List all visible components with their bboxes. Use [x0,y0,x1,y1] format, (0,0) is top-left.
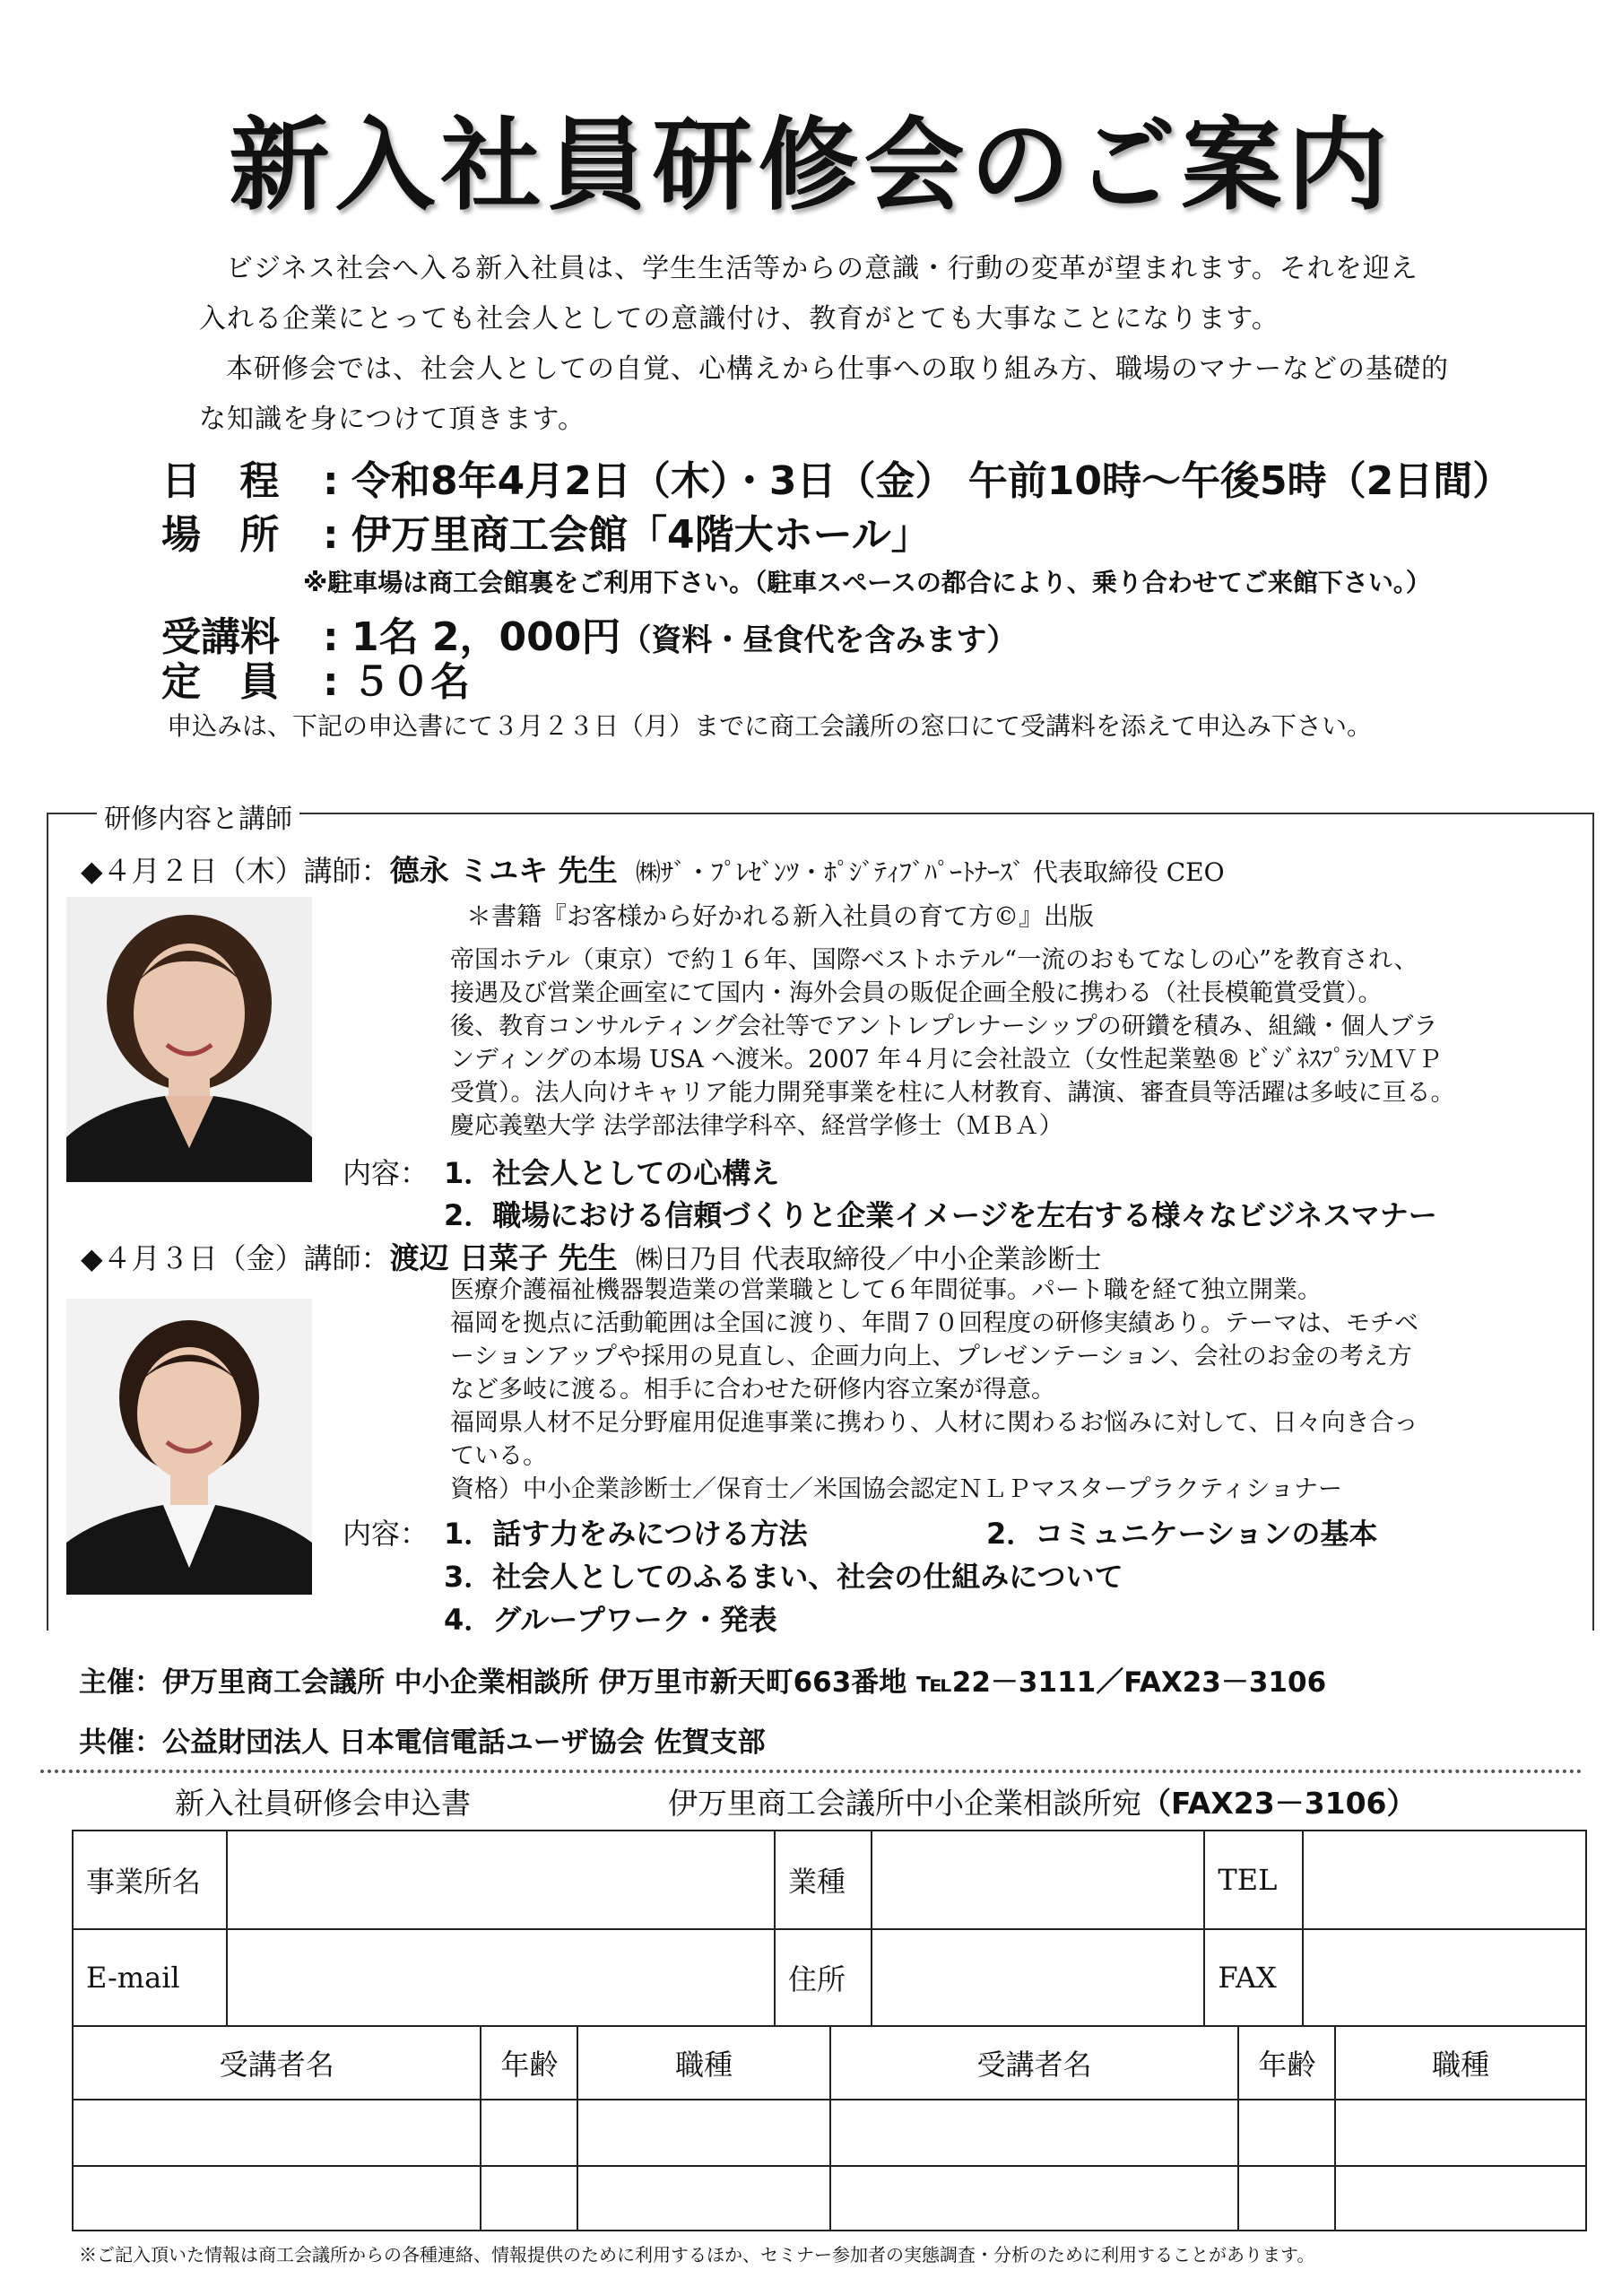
session-2-header [81,1235,1102,1277]
form-recipient-name: 伊万里商工会議所中小企業相談所宛 [668,1786,1141,1821]
session-2-org: ㈱日乃目 代表取締役／中小企業診断士 [635,1244,1102,1275]
session-2-date: ◆４月３日（金）講師： [81,1241,390,1275]
organizer-line: 主催：伊万里商工会議所 中小企業相談所 伊万里市新天町663番地 ℡22－3111／FAX23－3106 [79,1666,1327,1699]
form-recipient-fax: （FAX23－3106） [1141,1786,1417,1821]
participant-name-field[interactable] [73,2100,481,2166]
industry-label: 業種 [775,1831,872,1929]
form-title: 新入社員研修会申込書 [175,1786,471,1821]
session-2-content-label: 内容： [343,1517,429,1551]
intro-line-2: 入れる企業にとっても社会人としての意識付け、教育がとても大事なことになります。 [199,303,1279,335]
fee-note: （資料・昼食代を含みます） [620,622,1018,658]
email-label: E-mail [73,1929,227,2026]
address-label: 住所 [775,1929,872,2026]
session-1-lecturer: 德永 ミユキ 先生 [389,853,618,888]
participant-age-field[interactable] [481,2166,577,2231]
participant-name-header-left: 受講者名 [73,2026,481,2100]
venue-colon: : [323,512,339,558]
session-2-bio-2: 福岡を拠点に活動範囲は全国に渡り、年間７０回程度の研修実績あり。テーマは、モチベ [450,1309,1418,1337]
schedule-value: 令和8年4月2日（木）・3日（金） 午前10時～午後5時（2日間） [351,458,1513,504]
capacity-value: ５０名 [351,659,470,705]
session-1-bio-4: ンディングの本場 USA へ渡米。2007 年４月に会社設立（女性起業塾® ﾋﾞｼﾞﾈｽﾌﾟﾗﾝＭＶＰ [450,1046,1443,1074]
session-1-bio-2: 接遇及び営業企画室にて国内・海外会員の販促企画全般に携わる（社長模範賞受賞）。 [450,979,1383,1007]
lecturer-1-photo [66,897,312,1182]
session-2-bio-4: など多岐に渡る。相手に合わせた研修内容立案が得意。 [450,1376,1055,1404]
age-header-right: 年齢 [1238,2026,1335,2100]
venue-value: 伊万里商工会館「4階大ホール」 [351,512,931,558]
session-2-lecturer: 渡辺 日菜子 先生 [389,1240,618,1275]
session-1-bio-5: 受賞）。法人向けキャリア能力開発事業を柱に人材教育、講演、審査員等活躍は多岐に亘る。 [450,1079,1455,1107]
job-header-left: 職種 [577,2026,830,2100]
session-1-bio-3: 後、教育コンサルティング会社等でアントレプレナーシップの研鑽を積み、組織・個人ブラ [450,1013,1438,1040]
age-header-left: 年齢 [481,2026,577,2100]
capacity-row [161,649,470,707]
session-1-date: ◆４月２日（木）講師： [81,854,390,888]
apply-note: 申込みは、下記の申込書にて３月２３日（月）までに商工会議所の窓口にて受講料を添えて申込み下さい。 [167,711,1373,741]
participant-age-field[interactable] [1238,2166,1335,2231]
session-1-content-2: 2．職場における信頼づくりと企業イメージを左右する様々なビジネスマナー [444,1198,1437,1232]
session-2-bio-5: 福岡県人材不足分野雇用促進事業に携わり、人材に関わるお悩みに対して、日々向き合っ [450,1409,1418,1437]
participant-name-field[interactable] [73,2166,481,2231]
participant-job-field[interactable] [1335,2100,1586,2166]
intro-line-4: な知識を身につけて頂きます。 [199,404,585,435]
session-2-content-4: 4．グループワーク・発表 [444,1603,777,1637]
participant-name-field[interactable] [830,2166,1238,2231]
privacy-footnote: ※ご記入頂いた情報は商工会議所からの各種連絡、情報提供のために利用するほか、セミナー参加者の実態調査・分析のために利用することがあります。 [79,2244,1315,2266]
tel-label: TEL [1204,1831,1303,1929]
session-1-content-label: 内容： [343,1156,429,1190]
fee-label: 受講料 [161,614,280,660]
session-2-bio-3: ーションアップや採用の見直し、企画力向上、プレゼンテーション、会社のお金の考え方 [450,1343,1412,1370]
session-1-header [81,848,1225,890]
session-1-content-1: 1．社会人としての心構え [444,1156,780,1190]
job-header-right: 職種 [1335,2026,1586,2100]
session-1-bio-1: 帝国ホテル（東京）で約１６年、国際ベストホテル“一流のおもてなしの心”を教育され、 [450,946,1418,974]
fee-colon: : [323,614,339,660]
session-2-bio-7: 資格）中小企業診断士／保育士／米国協会認定ＮＬＰマスタープラクティショナー [450,1475,1342,1503]
participant-name-field[interactable] [830,2100,1238,2166]
fax-label: FAX [1204,1929,1303,2026]
address-field[interactable] [872,1929,1204,2026]
session-2-content-2: 2．コミュニケーションの基本 [986,1517,1378,1551]
schedule-row [161,448,1512,506]
form-recipient [668,1780,1417,1822]
tel-field[interactable] [1303,1831,1586,1929]
participant-job-field[interactable] [577,2166,830,2231]
venue-row [161,502,931,560]
participant-age-field[interactable] [481,2100,577,2166]
parking-note: ※駐車場は商工会館裏をご利用下さい。（駐車スペースの都合により、乗り合わせてご来館下さい。） [303,568,1431,597]
cut-line-divider [40,1770,1583,1773]
industry-field[interactable] [872,1831,1204,1929]
email-field[interactable] [227,1929,775,2026]
participants-table [72,2025,1587,2231]
participant-job-field[interactable] [577,2100,830,2166]
fee-value: 1名 2，000円 [351,614,621,660]
session-2-bio-1: 医療介護福祉機器製造業の営業職として６年間従事。パート職を経て独立開業。 [450,1276,1322,1304]
schedule-label: 日 程 [161,458,292,504]
page-title: 新入社員研修会のご案内 [229,108,1393,224]
fax-field[interactable] [1303,1929,1586,2026]
lecturer-2-photo [66,1299,312,1595]
session-1-org: ㈱ｻﾞ・ﾌﾟﾚｾﾞﾝﾂ・ﾎﾟｼﾞﾃｨﾌﾞﾊﾟｰﾄﾅｰｽﾞ 代表取締役 CEO [635,857,1225,887]
session-1-bio-6: 慶応義塾大学 法学部法律学科卒、経営学修士（ＭＢＡ） [450,1112,1063,1140]
capacity-label: 定 員 [161,659,292,705]
schedule-colon: : [323,458,339,504]
business-name-field[interactable] [227,1831,775,1929]
intro-line-3: 本研修会では、社会人としての自覚、心構えから仕事への取り組み方、職場のマナーなどの基礎的 [226,353,1449,385]
applicant-info-table [72,1830,1587,2027]
session-2-content-1: 1．話す力をみにつける方法 [444,1517,808,1551]
session-2-bio-6: ている。 [450,1442,547,1470]
session-1-book: ＊書籍『お客様から好かれる新入社員の育て方©』出版 [466,901,1095,931]
business-name-label: 事業所名 [73,1831,227,1929]
capacity-colon: : [323,659,339,705]
participant-age-field[interactable] [1238,2100,1335,2166]
program-legend: 研修内容と講師 [97,796,299,836]
participant-name-header-right: 受講者名 [830,2026,1238,2100]
cosponsor-line: 共催：公益財団法人 日本電信電話ユーザ協会 佐賀支部 [79,1726,766,1759]
venue-label: 場 所 [161,512,292,558]
participant-job-field[interactable] [1335,2166,1586,2231]
intro-line-1: ビジネス社会へ入る新入社員は、学生生活等からの意識・行動の変革が望まれます。それを迎え [226,253,1418,284]
session-2-content-3: 3．社会人としてのふるまい、社会の仕組みについて [444,1560,1123,1594]
